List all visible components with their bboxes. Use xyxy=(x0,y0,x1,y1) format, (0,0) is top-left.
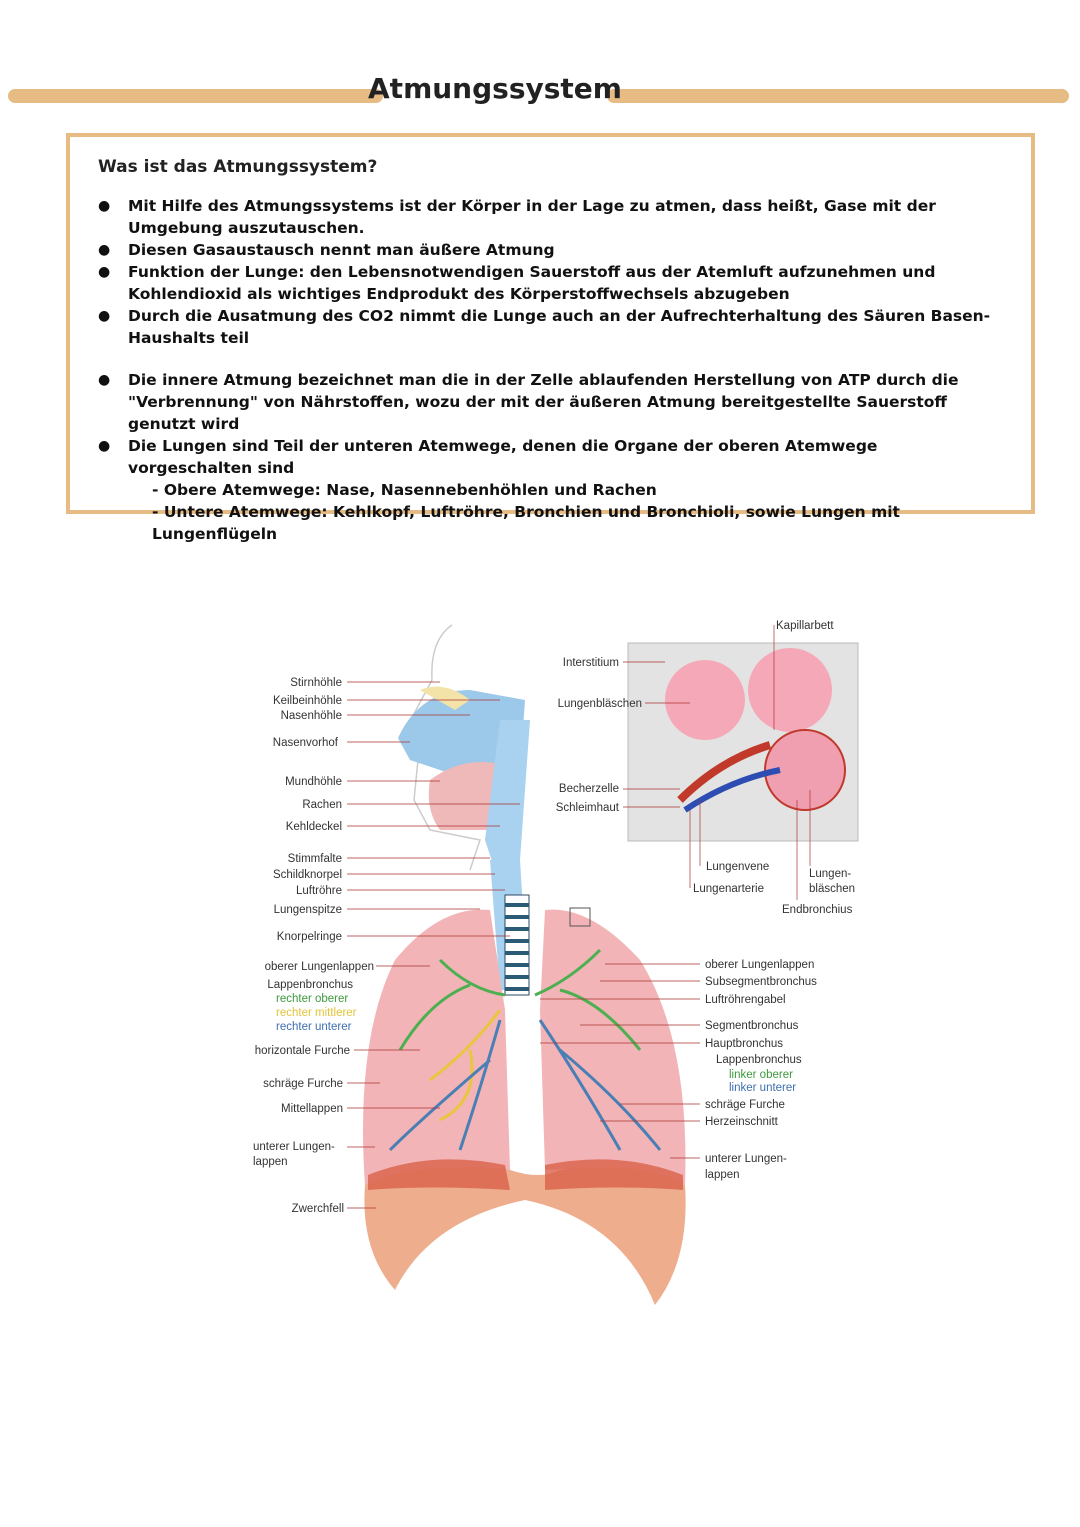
label-endbronchius: Endbronchius xyxy=(782,904,853,916)
label-kapillarbett: Kapillarbett xyxy=(776,620,834,632)
label-rechter-oberer: rechter oberer xyxy=(276,993,349,1005)
label-segmentbronchus: Segmentbronchus xyxy=(705,1020,799,1032)
label-lappenbronchus-links: Lappenbronchus xyxy=(716,1054,802,1066)
right-labels xyxy=(705,959,817,1181)
label-interstitium: Interstitium xyxy=(562,657,619,669)
label-rechter-unterer: rechter unterer xyxy=(276,1021,352,1033)
label-schraege-furche-links: schräge Furche xyxy=(705,1099,785,1111)
list-item-text: Die Lungen sind Teil der unteren Atemwege, denen die Organe der oberen Atemwege vorgeschalten sind xyxy=(128,437,878,477)
subpoint-lower-airways: - Untere Atemwege: Kehlkopf, Luftröhre, Bronchien und Bronchioli, sowie Lungen mit Lungenflügeln xyxy=(152,503,900,543)
label-luftroehre: Luftröhre xyxy=(295,885,342,897)
label-stirnhoehle: Stirnhöhle xyxy=(290,677,342,689)
list-item: ● Die innere Atmung bezeichnet man die in der Zelle ablaufenden Herstellung von ATP durch die "Verbrennung" von Nährstoffen, wozu der mit der äußeren Atmung bereitgestellte Sauerstoff genutzt wird xyxy=(98,369,1003,435)
label-lungenspitze: Lungenspitze xyxy=(273,904,342,916)
label-becherzelle: Becherzelle xyxy=(558,783,619,795)
label-lappen-links: lappen xyxy=(705,1169,740,1181)
label-lappen: lappen xyxy=(253,1156,288,1168)
label-blaeschen-inset: bläschen xyxy=(809,883,856,895)
label-oberer-lungenlappen: oberer Lungenlappen xyxy=(264,961,374,973)
label-linker-unterer: linker unterer xyxy=(729,1082,797,1094)
label-subsegmentbronchus: Subsegmentbronchus xyxy=(705,976,817,988)
alveolus-cluster xyxy=(748,648,832,732)
subpoint-upper-airways: - Obere Atemwege: Nase, Nasennebenhöhlen und Rachen xyxy=(152,481,657,499)
label-horizontale-furche: horizontale Furche xyxy=(254,1045,350,1057)
label-stimmfalte: Stimmfalte xyxy=(287,853,342,865)
label-schleimhaut: Schleimhaut xyxy=(555,802,619,814)
label-hauptbronchus: Hauptbronchus xyxy=(705,1038,783,1050)
label-unterer-lungen-links: unterer Lungen- xyxy=(705,1153,787,1165)
label-schildknorpel: Schildknorpel xyxy=(272,869,342,881)
list-item: ● Diesen Gasaustausch nennt man äußere Atmung xyxy=(98,239,1003,261)
label-knorpelringe: Knorpelringe xyxy=(276,931,342,943)
label-unterer-lungen: unterer Lungen- xyxy=(253,1141,335,1153)
page-title: Atmungssystem xyxy=(368,72,622,105)
left-labels xyxy=(253,677,374,1215)
label-rechter-mittlerer: rechter mittlerer xyxy=(276,1007,357,1019)
left-lung xyxy=(540,910,685,1185)
label-oberer-lungenlappen-links: oberer Lungenlappen xyxy=(705,959,815,971)
label-lungenvene: Lungenvene xyxy=(706,861,770,873)
label-nasenhoehle: Nasenhöhle xyxy=(280,710,342,722)
label-kehldeckel: Kehldeckel xyxy=(285,821,342,833)
intro-question: Was ist das Atmungssystem? xyxy=(98,157,378,177)
label-mundhoehle: Mundhöhle xyxy=(285,776,342,788)
list-item: ● Durch die Ausatmung des CO2 nimmt die Lunge auch an der Aufrechterhaltung des Säuren Basen-Haushalts teil xyxy=(98,305,1003,349)
label-lungen-inset: Lungen- xyxy=(809,868,852,880)
right-lung xyxy=(363,910,510,1185)
label-linker-oberer: linker oberer xyxy=(729,1069,793,1081)
label-luftroehrengabel: Luftröhrengabel xyxy=(705,994,786,1006)
list-item: ● Mit Hilfe des Atmungssystems ist der Körper in der Lage zu atmen, dass heißt, Gase mit der Umgebung auszutauschen. xyxy=(98,195,1003,239)
label-zwerchfell: Zwerchfell xyxy=(291,1203,344,1215)
trachea xyxy=(505,895,529,995)
alveolus-cluster xyxy=(665,660,745,740)
label-keilbeinhoehle: Keilbeinhöhle xyxy=(272,695,342,707)
label-mittellappen: Mittellappen xyxy=(280,1103,343,1115)
label-lungenblaeschen: Lungenbläschen xyxy=(557,698,642,710)
label-nasenvorhof: Nasenvorhof xyxy=(272,737,338,749)
label-herzeinschnitt: Herzeinschnitt xyxy=(705,1116,778,1128)
list-item: ● Funktion der Lunge: den Lebensnotwendigen Sauerstoff aus der Atemluft aufzunehmen und Kohlendioxid als wichtiges Endprodukt des Körperstoffwechsels abzugeben xyxy=(98,261,1003,305)
diaphragm xyxy=(364,1167,685,1305)
label-rachen: Rachen xyxy=(302,799,342,811)
label-lappenbronchus: Lappenbronchus xyxy=(267,979,353,991)
label-lungenarterie: Lungenarterie xyxy=(693,883,764,895)
label-schraege-furche: schräge Furche xyxy=(263,1078,343,1090)
